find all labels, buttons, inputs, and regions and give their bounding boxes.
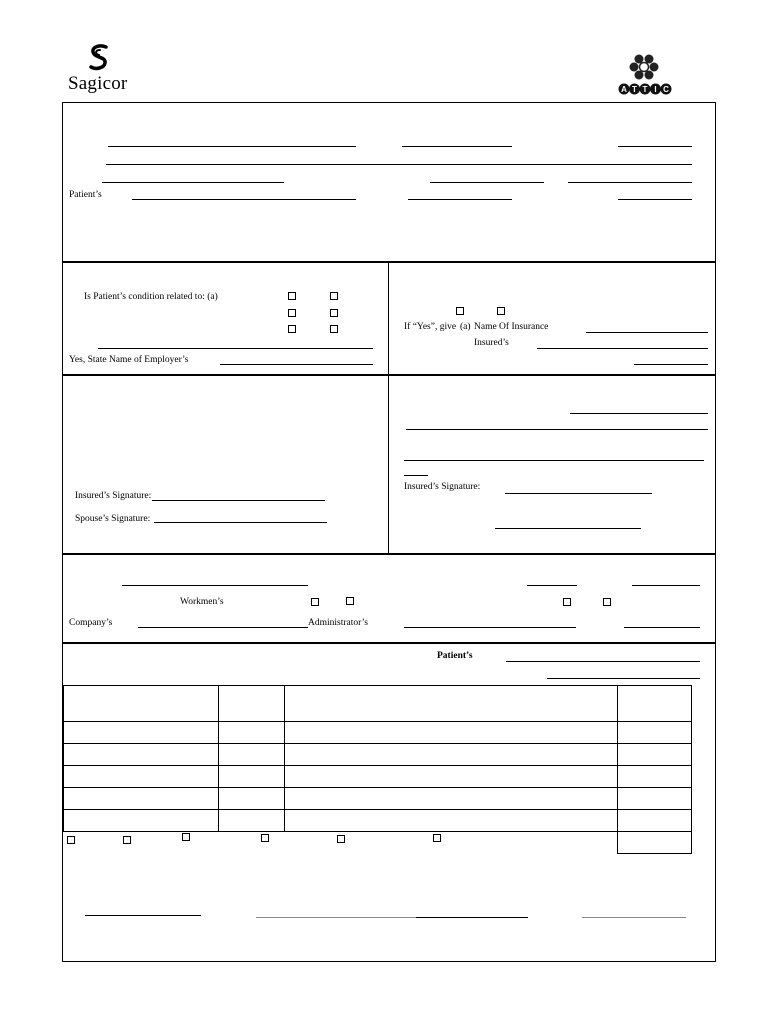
hexagon-cluster-icon xyxy=(628,54,662,82)
workmens-no-checkbox[interactable] xyxy=(346,597,354,605)
field-line[interactable] xyxy=(106,164,692,165)
company-label: Company’s xyxy=(69,618,113,628)
table-cell[interactable] xyxy=(219,766,285,788)
patients-label-bold: Patient’s xyxy=(437,651,473,661)
field-line[interactable] xyxy=(618,199,692,200)
field-line[interactable] xyxy=(547,678,700,679)
table-row xyxy=(64,788,692,810)
if-yes-letter: (a) xyxy=(460,322,471,332)
signature-line[interactable] xyxy=(85,915,201,916)
field-line[interactable] xyxy=(632,585,700,586)
table-cell[interactable] xyxy=(618,744,692,766)
if-yes-label: If “Yes”, give xyxy=(404,322,457,332)
insured-signature-label-right: Insured’s Signature: xyxy=(404,482,481,492)
employer-label: Yes, State Name of Employer’s xyxy=(69,355,189,365)
service-option-checkbox-1[interactable] xyxy=(67,836,75,844)
insureds-field-line[interactable] xyxy=(537,348,708,349)
field-line[interactable] xyxy=(404,627,576,628)
attic-letters-row xyxy=(618,83,672,95)
insurance-name-field-line[interactable] xyxy=(586,332,708,333)
field-line[interactable] xyxy=(404,460,704,461)
sagicor-logo xyxy=(68,44,138,96)
service-option-checkbox-2[interactable] xyxy=(123,836,131,844)
signature-line[interactable] xyxy=(416,917,528,918)
spouse-signature-line[interactable] xyxy=(154,522,327,523)
table-cell[interactable] xyxy=(64,788,219,810)
field-line-short[interactable] xyxy=(404,475,428,476)
patients-label: Patient’s xyxy=(69,190,102,200)
section-employment xyxy=(62,553,716,644)
table-cell[interactable] xyxy=(284,788,617,810)
table-cell-empty xyxy=(64,832,219,854)
table-cell[interactable] xyxy=(219,744,285,766)
table-cell[interactable] xyxy=(64,744,219,766)
service-option-checkbox-6[interactable] xyxy=(433,834,441,842)
condition-no-checkbox-1[interactable] xyxy=(330,292,338,300)
insureds-label: Insured’s xyxy=(474,338,509,348)
signature-line[interactable] xyxy=(582,917,686,918)
insured-signature-line-left[interactable] xyxy=(152,500,325,501)
table-cell[interactable] xyxy=(284,744,617,766)
table-row xyxy=(64,766,692,788)
other-insurance-yes-checkbox[interactable] xyxy=(456,307,464,315)
condition-no-checkbox-2[interactable] xyxy=(330,309,338,317)
employer-field-line[interactable] xyxy=(220,364,373,365)
table-row xyxy=(64,810,692,832)
table-header-row xyxy=(64,686,692,722)
table-total-row xyxy=(64,832,692,854)
table-cell[interactable] xyxy=(284,810,617,832)
field-line[interactable] xyxy=(495,528,641,529)
name-of-insurance-label: Name Of Insurance xyxy=(474,322,549,332)
table-row xyxy=(64,722,692,744)
patient-field-line[interactable] xyxy=(506,661,700,662)
table-cell[interactable] xyxy=(284,722,617,744)
service-option-checkbox-5[interactable] xyxy=(337,835,345,843)
table-cell[interactable] xyxy=(618,788,692,810)
field-line[interactable] xyxy=(527,585,577,586)
field-line[interactable] xyxy=(402,146,512,147)
service-option-checkbox-3[interactable] xyxy=(182,833,190,841)
attic-letter: T xyxy=(642,85,648,94)
total-cell[interactable] xyxy=(618,832,692,854)
workmens-yes-checkbox[interactable] xyxy=(311,598,319,606)
patient-field-line[interactable] xyxy=(132,199,356,200)
field-line[interactable] xyxy=(122,585,308,586)
field-line[interactable] xyxy=(98,348,373,349)
field-line[interactable] xyxy=(624,627,700,628)
condition-yes-checkbox-1[interactable] xyxy=(288,292,296,300)
field-line[interactable] xyxy=(406,429,708,430)
option-checkbox[interactable] xyxy=(563,598,571,606)
condition-question: Is Patient’s condition related to: (a) xyxy=(84,292,218,302)
attic-letter: C xyxy=(663,85,669,94)
table-cell[interactable] xyxy=(284,766,617,788)
table-cell[interactable] xyxy=(219,788,285,810)
other-insurance-no-checkbox[interactable] xyxy=(497,307,505,315)
services-table xyxy=(63,685,692,854)
insured-signature-label-left: Insured’s Signature: xyxy=(75,491,152,501)
table-cell[interactable] xyxy=(284,686,617,722)
attic-logo xyxy=(618,54,672,96)
table-cell[interactable] xyxy=(618,766,692,788)
table-row xyxy=(64,744,692,766)
table-cell[interactable] xyxy=(618,686,692,722)
field-line[interactable] xyxy=(108,146,356,147)
field-line[interactable] xyxy=(618,146,692,147)
option-checkbox-checked-box[interactable] xyxy=(603,598,611,606)
attic-letter: A xyxy=(621,85,627,94)
field-line[interactable] xyxy=(408,199,512,200)
table-cell[interactable] xyxy=(618,722,692,744)
table-cell[interactable] xyxy=(219,722,285,744)
field-line[interactable] xyxy=(430,182,544,183)
company-field-line[interactable] xyxy=(138,627,308,628)
sagicor-swirl-icon xyxy=(86,44,112,74)
signature-line[interactable] xyxy=(256,917,416,918)
attic-letter: T xyxy=(632,85,637,94)
table-cell[interactable] xyxy=(64,766,219,788)
administrator-label: Administrator’s xyxy=(308,618,368,628)
field-line[interactable] xyxy=(102,182,284,183)
field-line[interactable] xyxy=(634,364,708,365)
table-cell[interactable] xyxy=(64,686,219,722)
table-cell-empty xyxy=(219,832,285,854)
table-cell[interactable] xyxy=(219,810,285,832)
table-cell-empty xyxy=(284,832,617,854)
spouse-signature-label: Spouse’s Signature: xyxy=(75,514,151,524)
insured-signature-line-right[interactable] xyxy=(505,493,652,494)
service-option-checkbox-4[interactable] xyxy=(261,834,269,842)
attic-letter: I xyxy=(654,85,657,94)
condition-yes-checkbox-2[interactable] xyxy=(288,309,296,317)
condition-no-checkbox-3[interactable] xyxy=(330,325,338,333)
field-line[interactable] xyxy=(570,413,708,414)
sagicor-logo-text: Sagicor xyxy=(68,73,128,94)
field-line[interactable] xyxy=(568,182,692,183)
table-cell[interactable] xyxy=(618,810,692,832)
condition-yes-checkbox-3[interactable] xyxy=(288,325,296,333)
workmens-label: Workmen’s xyxy=(180,597,224,607)
table-cell[interactable] xyxy=(64,810,219,832)
table-cell[interactable] xyxy=(64,722,219,744)
table-cell[interactable] xyxy=(219,686,285,722)
